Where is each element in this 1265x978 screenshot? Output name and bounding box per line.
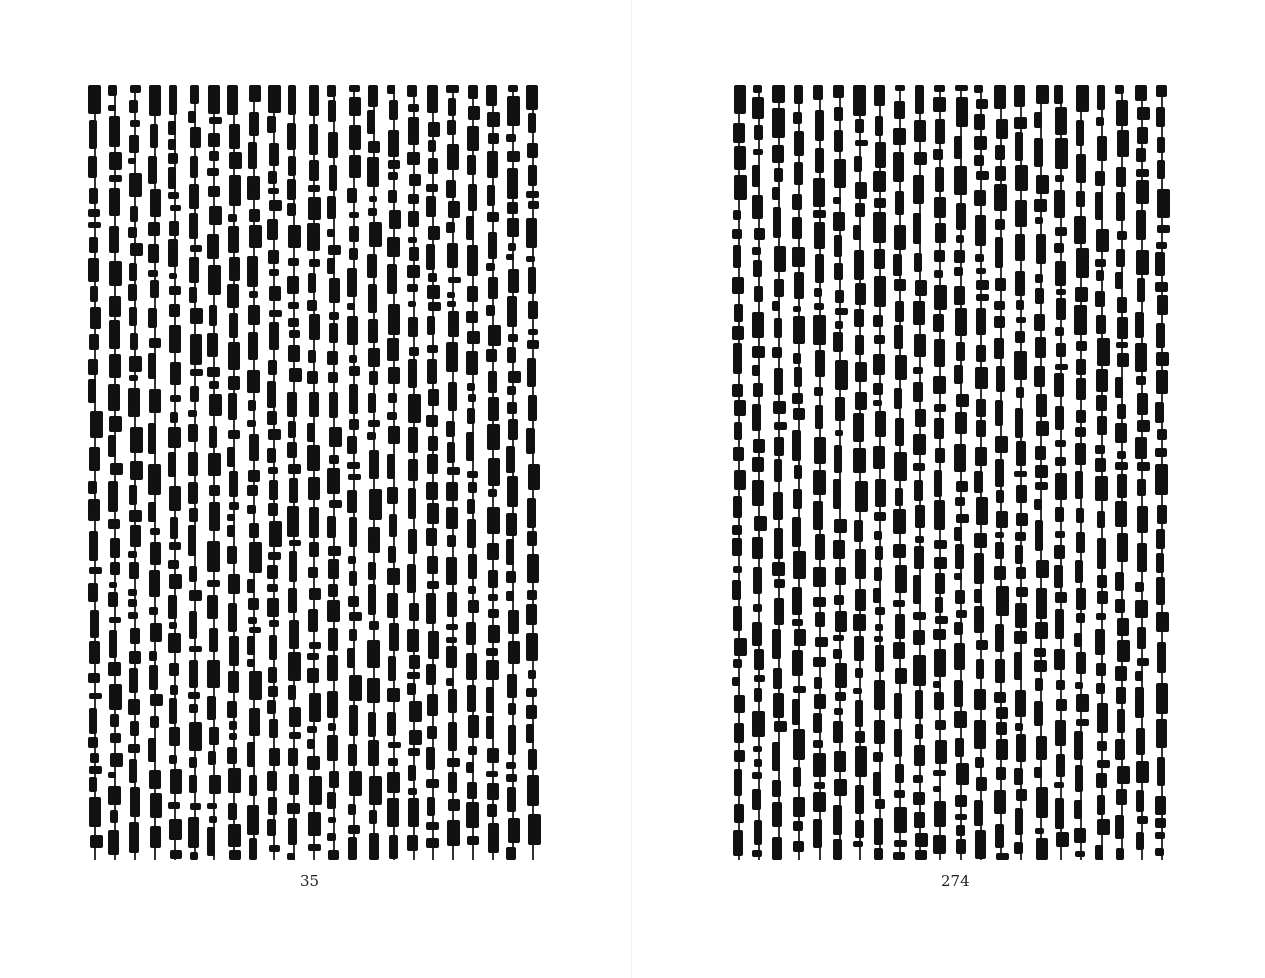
text-column — [486, 85, 500, 860]
text-column — [227, 85, 241, 860]
text-column — [247, 85, 261, 860]
text-column — [913, 85, 927, 860]
text-column — [367, 85, 381, 860]
text-column — [752, 85, 766, 860]
text-column — [732, 85, 746, 860]
text-column — [772, 85, 786, 860]
text-column — [994, 85, 1008, 860]
text-column — [1014, 85, 1028, 860]
mongolian-text-block — [88, 85, 540, 860]
text-column — [148, 85, 162, 860]
right-page — [632, 0, 1265, 978]
text-column — [1074, 85, 1088, 860]
text-column — [1115, 85, 1129, 860]
text-column — [1054, 85, 1068, 860]
page-number: 274 — [941, 872, 970, 890]
text-column — [1155, 85, 1169, 860]
left-page — [0, 0, 632, 978]
text-column — [526, 85, 540, 860]
text-column — [168, 85, 182, 860]
text-column — [267, 85, 281, 860]
text-column — [506, 85, 520, 860]
text-column — [387, 85, 401, 860]
text-column — [108, 85, 122, 860]
text-column — [307, 85, 321, 860]
text-column — [792, 85, 806, 860]
text-column — [327, 85, 341, 860]
text-column — [347, 85, 361, 860]
text-column — [974, 85, 988, 860]
text-column — [853, 85, 867, 860]
text-column — [128, 85, 142, 860]
text-column — [446, 85, 460, 860]
text-column — [813, 85, 827, 860]
mongolian-text-block — [732, 85, 1169, 860]
text-column — [207, 85, 221, 860]
text-column — [873, 85, 887, 860]
page-number: 35 — [300, 872, 320, 890]
text-column — [933, 85, 947, 860]
text-column — [426, 85, 440, 860]
text-column — [287, 85, 301, 860]
text-column — [893, 85, 907, 860]
text-column — [1095, 85, 1109, 860]
text-column — [188, 85, 202, 860]
text-column — [1135, 85, 1149, 860]
text-column — [466, 85, 480, 860]
text-column — [1034, 85, 1048, 860]
text-column — [833, 85, 847, 860]
text-column — [88, 85, 102, 860]
text-column — [407, 85, 421, 860]
text-column — [954, 85, 968, 860]
